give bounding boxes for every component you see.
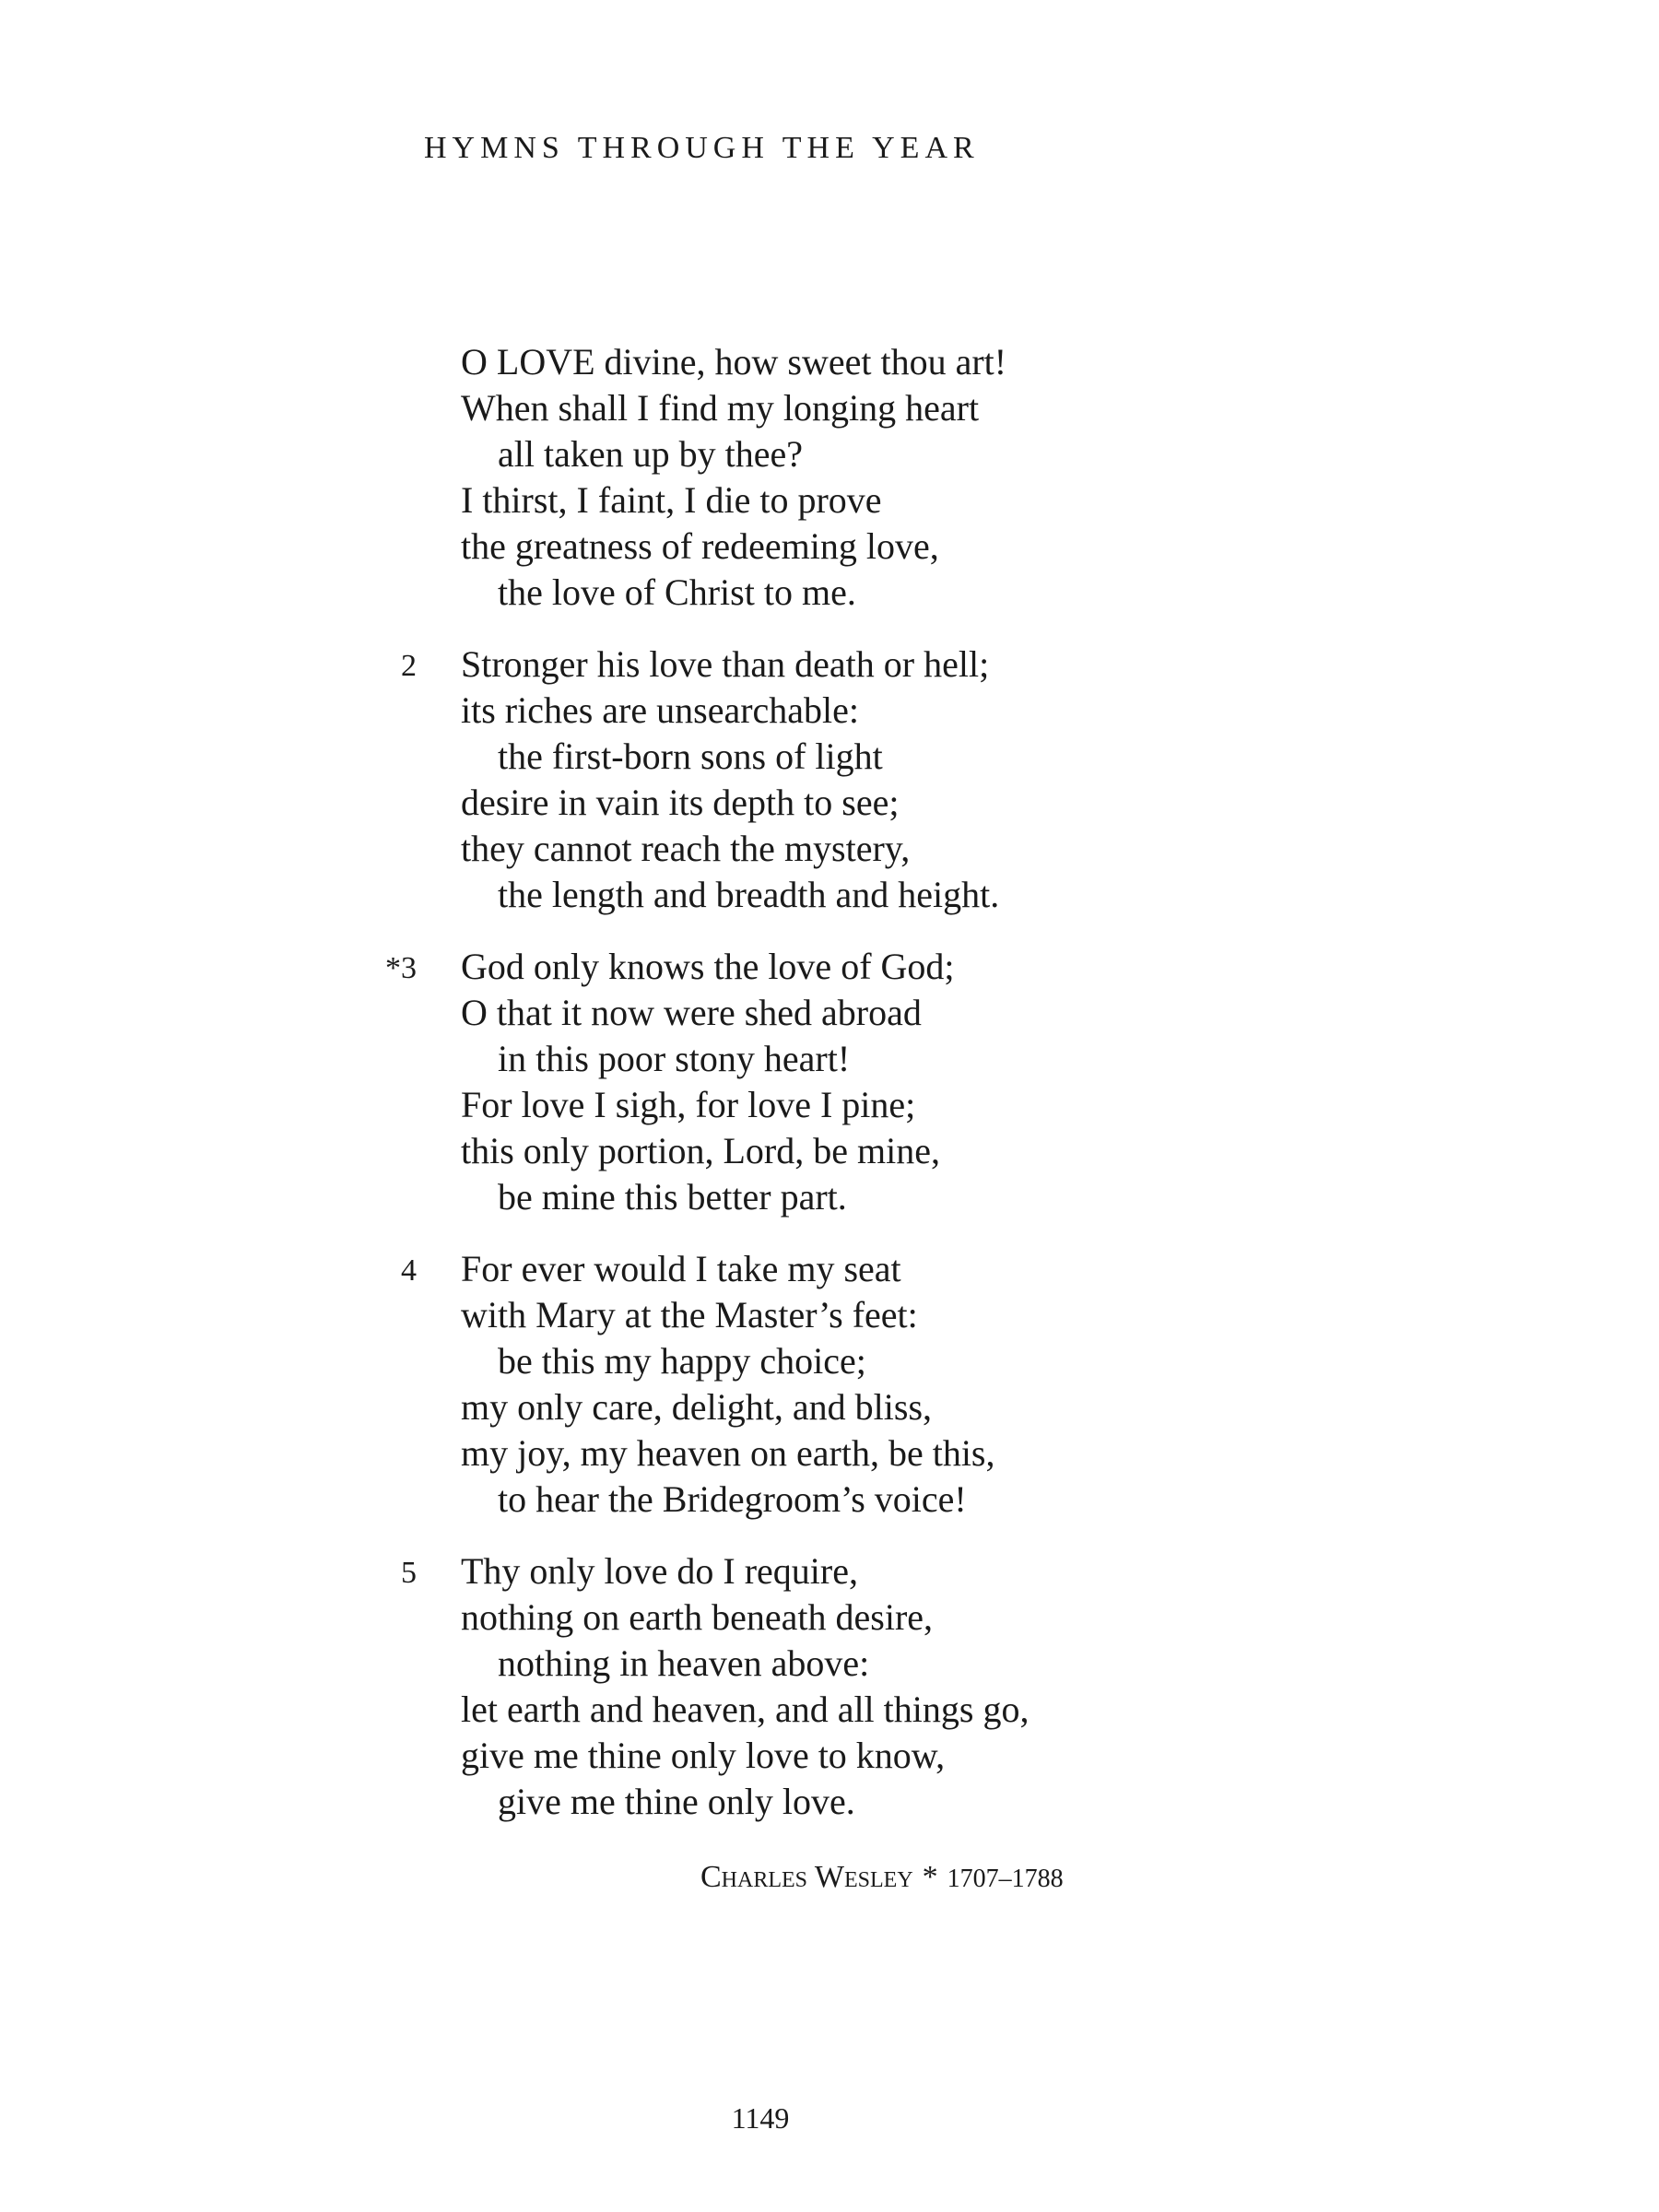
verse-line: the length and breadth and height. xyxy=(498,874,1000,915)
verse-line: nothing in heaven above: xyxy=(498,1642,870,1684)
author-dates: 1707–1788 xyxy=(947,1865,1064,1893)
verse-line: Thy only love do I require, xyxy=(461,1550,858,1592)
verse-line: nothing on earth beneath desire, xyxy=(461,1596,934,1638)
verse-line: When shall I find my longing heart xyxy=(461,387,980,429)
verse-line: O LOVE divine, how sweet thou art! xyxy=(461,341,1007,382)
page-number: 1149 xyxy=(731,2101,790,2135)
verse-line: the first-born sons of light xyxy=(498,735,883,777)
verse-line: all taken up by thee? xyxy=(498,433,803,475)
verse-line: with Mary at the Master’s feet: xyxy=(461,1294,918,1335)
verse-line: For ever would I take my seat xyxy=(461,1248,901,1289)
verse-line: give me thine only love to know, xyxy=(461,1735,946,1776)
verse-number: 5 xyxy=(401,1556,417,1590)
verse-2 xyxy=(369,641,1290,918)
verse-lines xyxy=(461,1548,1029,1825)
verse-line: desire in vain its depth to see; xyxy=(461,782,900,823)
author-name: Charles Wesley xyxy=(700,1860,913,1894)
verse-line: For love I sigh, for love I pine; xyxy=(461,1084,916,1125)
verse-line: they cannot reach the mystery, xyxy=(461,828,911,869)
verse-3 xyxy=(369,944,1290,1220)
verse-line: to hear the Bridegroom’s voice! xyxy=(498,1478,967,1520)
verse-5 xyxy=(369,1548,1290,1825)
verse-line: my joy, my heaven on earth, be this, xyxy=(461,1432,995,1474)
verse-line: be this my happy choice; xyxy=(498,1340,866,1382)
verse-4 xyxy=(369,1246,1290,1523)
verse-lines xyxy=(461,641,999,918)
verse-line: O that it now were shed abroad xyxy=(461,992,922,1033)
verse-line: God only knows the love of God; xyxy=(461,946,955,987)
verse-line: my only care, delight, and bliss, xyxy=(461,1386,933,1428)
verse-1 xyxy=(369,339,1290,616)
verse-line: the love of Christ to me. xyxy=(498,571,856,613)
verse-lines xyxy=(461,339,1006,616)
verse-line: in this poor stony heart! xyxy=(498,1038,851,1079)
verse-line: let earth and heaven, and all things go, xyxy=(461,1688,1030,1730)
verse-line: the greatness of redeeming love, xyxy=(461,525,939,567)
hymn-text xyxy=(369,339,1290,1851)
verse-line: I thirst, I faint, I die to prove xyxy=(461,479,882,521)
star-marker: * xyxy=(922,1860,938,1894)
verse-lines xyxy=(461,1246,995,1523)
running-head: HYMNS THROUGH THE YEAR xyxy=(424,131,980,165)
author-attribution xyxy=(700,1860,1064,1895)
verse-number: *3 xyxy=(385,951,417,985)
verse-line: this only portion, Lord, be mine, xyxy=(461,1130,940,1171)
verse-number: 4 xyxy=(401,1253,417,1288)
verse-line: give me thine only love. xyxy=(498,1781,855,1822)
verse-line: be mine this better part. xyxy=(498,1176,847,1218)
verse-line: Stronger his love than death or hell; xyxy=(461,643,990,685)
verse-number: 2 xyxy=(401,649,417,683)
verse-lines xyxy=(461,944,955,1220)
verse-line: its riches are unsearchable: xyxy=(461,689,860,731)
